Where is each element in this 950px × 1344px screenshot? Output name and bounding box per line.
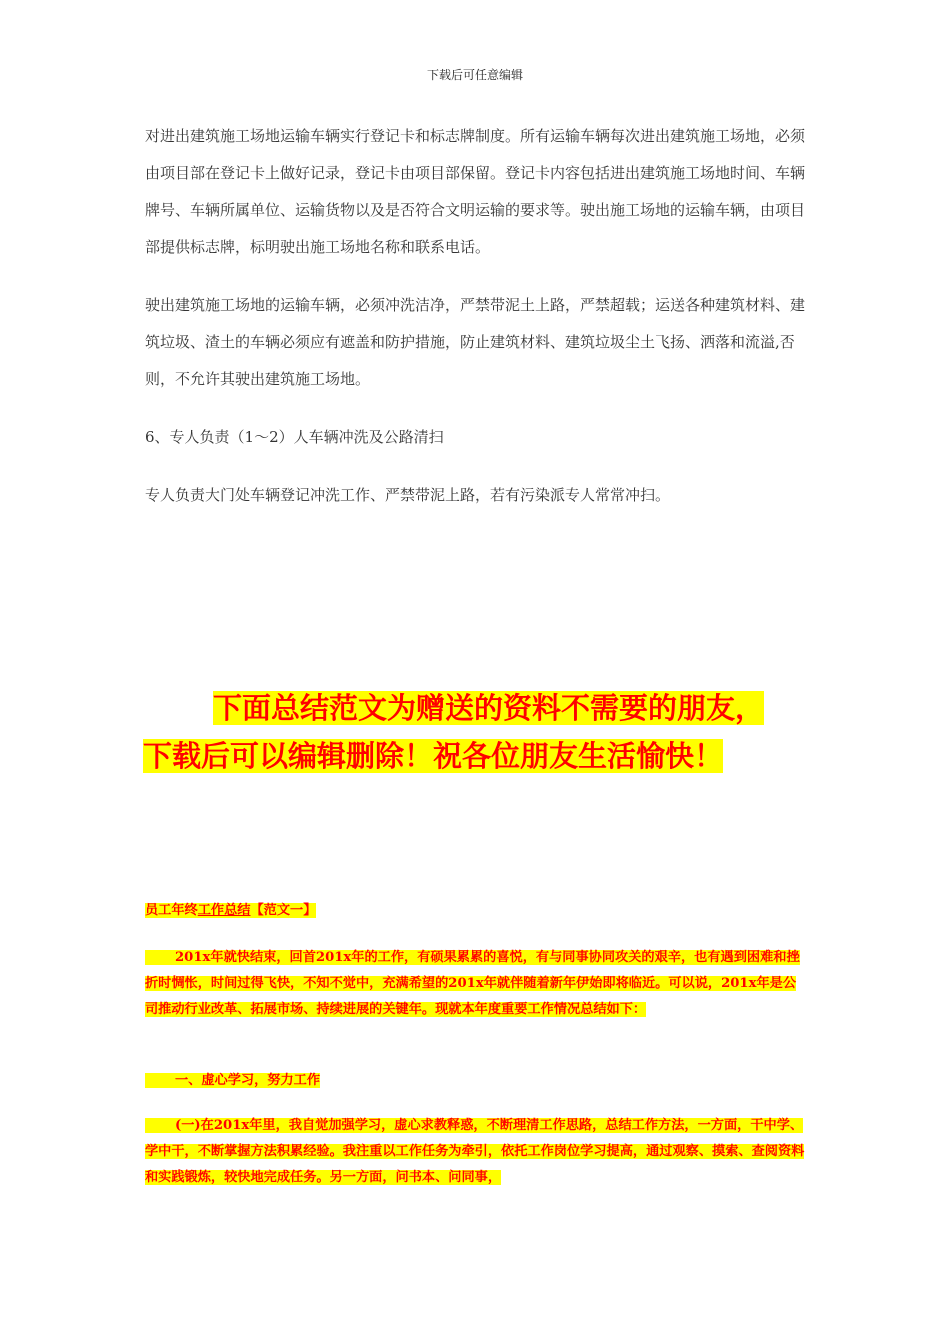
page-header: 下载后可任意编辑: [426, 68, 523, 82]
sample-title-suffix: 【范文一】: [250, 903, 317, 918]
sample-section-heading: 一、虚心学习，努力工作: [145, 1068, 807, 1094]
sample-title-link[interactable]: 工作总结: [197, 903, 251, 918]
promo-notice: [143, 684, 823, 780]
paragraph-gate-cleaning: 专人负责大门处车辆登记冲洗工作、严禁带泥上路，若有污染派专人常常冲扫。: [145, 486, 671, 504]
promo-line-2: 下载后可以编辑删除！祝各位朋友生活愉快！: [143, 739, 724, 773]
sample-paragraph-2: (一)在201x年里，我自觉加强学习，虚心求教释惑，不断理清工作思路，总结工作方法，一方面，干中学、学中干，不断掌握方法积累经验。我注重以工作任务为牵引，依托工作岗位学习提高，通过观察、摸索、查阅资料和实践锻炼，较快地完成任务。另一方面，问书本、问同事，: [145, 1118, 805, 1185]
paragraph-vehicle-registration: 对进出建筑施工场地运输车辆实行登记卡和标志牌制度。所有运输车辆每次进出建筑施工场地，必须由项目部在登记卡上做好记录，登记卡由项目部保留。登记卡内容包括进出建筑施工场地时间、车辆牌号、车辆所属单位、运输货物以及是否符合文明运输的要求等。驶出施工场地的运输车辆，由项目部提供标志牌，标明驶出施工场地名称和联系电话。: [145, 127, 806, 256]
paragraph-vehicle-cleaning: 驶出建筑施工场地的运输车辆，必须冲洗洁净，严禁带泥土上路，严禁超载；运送各种建筑材料、建筑垃圾、渣土的车辆必须应有遮盖和防护措施，防止建筑材料、建筑垃圾尘土飞扬、洒落和流溢,否则，不允许其驶出建筑施工场地。: [145, 296, 806, 388]
section-heading-road-cleaning: 6、专人负责（1～2）人车辆冲洗及公路清扫: [145, 428, 444, 446]
sample-title: [145, 898, 807, 924]
promo-line-1: 下面总结范文为赠送的资料不需要的朋友，: [213, 691, 765, 725]
sample-paragraph-1: 201x年就快结束，回首201x年的工作，有硕果累累的喜悦，有与同事协同攻关的艰辛，也有遇到困难和挫折时惆怅，时间过得飞快，不知不觉中，充满希望的201x年就伴随着新年伊始即将临近。可以说，201x年是公司推动行业改革、拓展市场、持续进展的关键年。现就本年度重要工作情况总结如下：: [145, 950, 800, 1017]
sample-title-prefix: 员工年终: [145, 903, 198, 918]
